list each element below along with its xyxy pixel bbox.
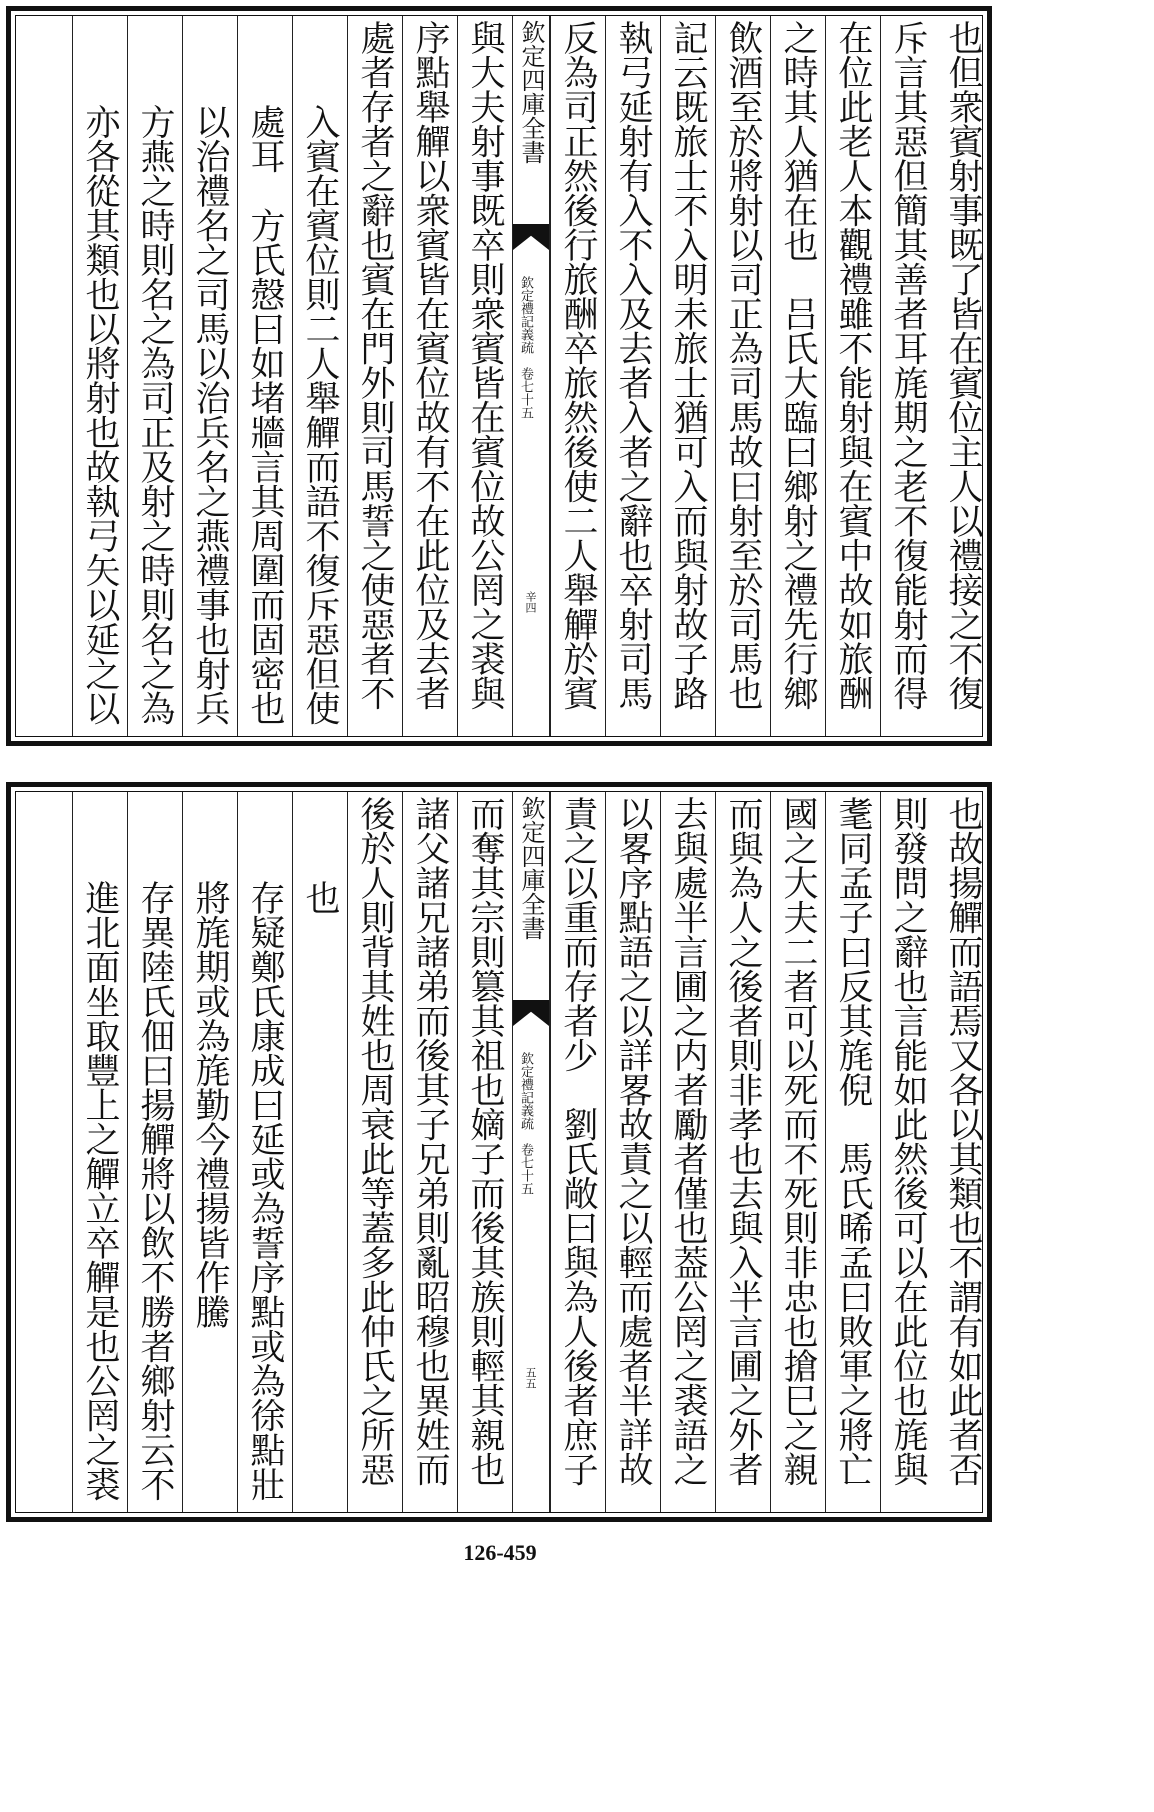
bottom-page-frame [15,791,983,1513]
text-column: 而奪其宗則篡其祖也嫡子而後其族則輕其親也 [457,792,512,1512]
spine-title: 欽定四庫全書 [517,796,545,940]
text-column: 將旄期或為旄勤今禮揚皆作騰 [182,792,237,1512]
text-column: 諸父諸兄諸弟而後其子兄弟則亂昭穆也異姓而 [402,792,457,1512]
top-page [6,6,992,746]
text-column: 存異陸氏佃曰揚觶將以飲不勝者鄉射云不 [127,792,182,1512]
text-column: 執弓延射有入不入及去者入者之辭也卒射司馬 [605,16,660,736]
text-column: 處耳 方氏慤曰如堵牆言其周圍而固密也 [237,16,292,736]
text-column: 耄同孟子曰反其旄倪 馬氏晞孟曰敗軍之將亡 [825,792,880,1512]
text-column: 進北面坐取豐上之觶立卒觶是也公罔之裘 [72,792,127,1512]
text-column: 斥言其惡但簡其善者耳旄期之老不復能射而得 [880,16,935,736]
text-column: 處者存者之辭也賓在門外則司馬誓之使惡者不 [347,16,402,736]
center-spine [512,792,550,1512]
text-column: 與大夫射事既卒則衆賓皆在賓位故公罔之裘與 [457,16,512,736]
text-column: 則發問之辭也言能如此然後可以在此位也旄與 [880,792,935,1512]
text-column: 國之大夫二者可以死而不死則非忠也搶巳之親 [770,792,825,1512]
center-spine [512,16,550,736]
folio-number: 126-459 [463,1540,537,1565]
bottom-page [6,782,992,1522]
spine-page-number: 辛四 [524,591,537,613]
spine-subtitle: 欽定禮記義疏 卷七十五 [518,276,533,419]
text-column: 方燕之時則名之為司正及射之時則名之為 [127,16,182,736]
text-column: 記云既旅士不入明未旅士猶可入而與射故子路 [660,16,715,736]
text-column: 之時其人猶在也 吕氏大臨曰鄉射之禮先行鄉 [770,16,825,736]
text-column: 也但衆賓射事既了皆在賓位主人以禮接之不復 [943,20,983,710]
fish-tail-mark-icon [513,224,549,250]
text-column: 反為司正然後行旅酬卒旅然後使二人舉觶於賓 [550,16,605,736]
text-column: 以畧序點語之以詳畧故責之以輕而處者半詳故 [605,792,660,1512]
spine-title: 欽定四庫全書 [517,20,545,164]
fish-tail-mark-icon [513,1000,549,1026]
top-page-frame [15,15,983,737]
spine-subtitle: 欽定禮記義疏 卷七十五 [518,1052,533,1195]
text-column: 也故揚觶而語焉又各以其類也不謂有如此者否 [943,796,983,1486]
text-column: 在位此老人本觀禮雖不能射與在賓中故如旅酬 [825,16,880,736]
text-column: 而與為人之後者則非孝也去與入半言圃之外者 [715,792,770,1512]
text-column: 存疑鄭氏康成曰延或為誓序點或為徐點壯 [237,792,292,1512]
spine-page-number: 五五 [524,1367,537,1389]
text-column: 責之以重而存者少 劉氏敞曰與為人後者庶子 [550,792,605,1512]
text-column: 也 [292,792,347,1512]
text-column: 序點舉觶以衆賓皆在賓位故有不在此位及去者 [402,16,457,736]
text-column: 去與處半言圃之内者勵者僅也葢公罔之裘語之 [660,792,715,1512]
text-column: 後於人則背其姓也周衰此等蓋多此仲氏之所惡 [347,792,402,1512]
text-column: 入賓在賓位則二人舉觶而語不復斥惡但使 [292,16,347,736]
text-column: 以治禮名之司馬以治兵名之燕禮事也射兵 [182,16,237,736]
text-column: 飲酒至於將射以司正為司馬故曰射至於司馬也 [715,16,770,736]
text-column: 亦各從其類也以將射也故執弓矢以延之以 [72,16,127,736]
